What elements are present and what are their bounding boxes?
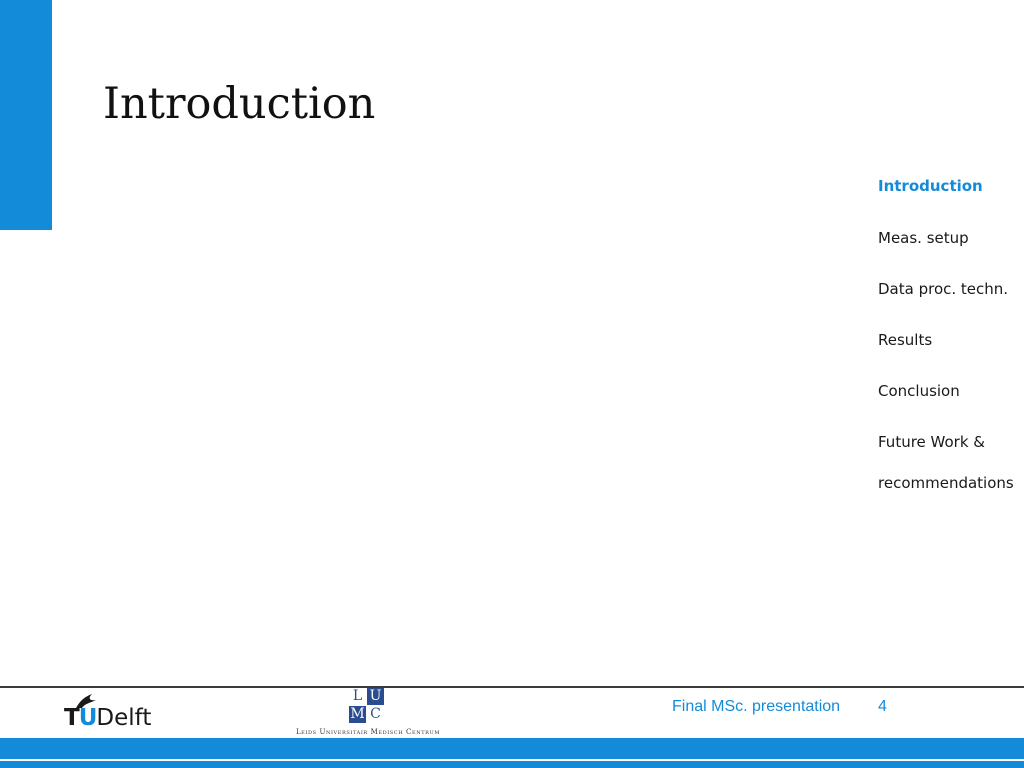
tudelft-letter-u: U (78, 705, 97, 731)
lumc-letter-u: U (367, 688, 384, 705)
lumc-logo (283, 688, 453, 740)
tudelft-letter-t: T (64, 705, 79, 731)
nav-item-future-work-line1: Future Work & (878, 433, 985, 451)
tudelft-logo (64, 693, 168, 735)
lumc-caption: Leids Universitair Medisch Centrum (295, 728, 441, 736)
page-number: 4 (878, 698, 887, 715)
nav-item-future-work[interactable] (878, 432, 1014, 514)
footer-accent-band-thin (0, 761, 1024, 768)
lumc-monogram (349, 688, 385, 724)
accent-sidebar-bar (0, 0, 52, 230)
nav-item-conclusion[interactable]: Conclusion (878, 382, 960, 400)
slide-title: Introduction (103, 79, 376, 129)
footer-accent-band (0, 738, 1024, 759)
nav-item-future-work-line2: recommendations (878, 474, 1014, 492)
nav-item-data-proc-techn[interactable]: Data proc. techn. (878, 280, 1009, 298)
lumc-letter-l: L (349, 688, 366, 705)
nav-item-introduction[interactable]: Introduction (878, 177, 983, 195)
tudelft-wordmark (64, 705, 151, 731)
footer-divider (0, 686, 1024, 688)
presentation-caption: Final MSc. presentation (672, 698, 841, 715)
lumc-letter-m: M (350, 706, 365, 722)
lumc-letter-c: C (367, 706, 384, 723)
nav-item-meas-setup[interactable]: Meas. setup (878, 229, 969, 247)
tudelft-delft-text: Delft (96, 705, 152, 731)
nav-item-results[interactable]: Results (878, 331, 933, 349)
